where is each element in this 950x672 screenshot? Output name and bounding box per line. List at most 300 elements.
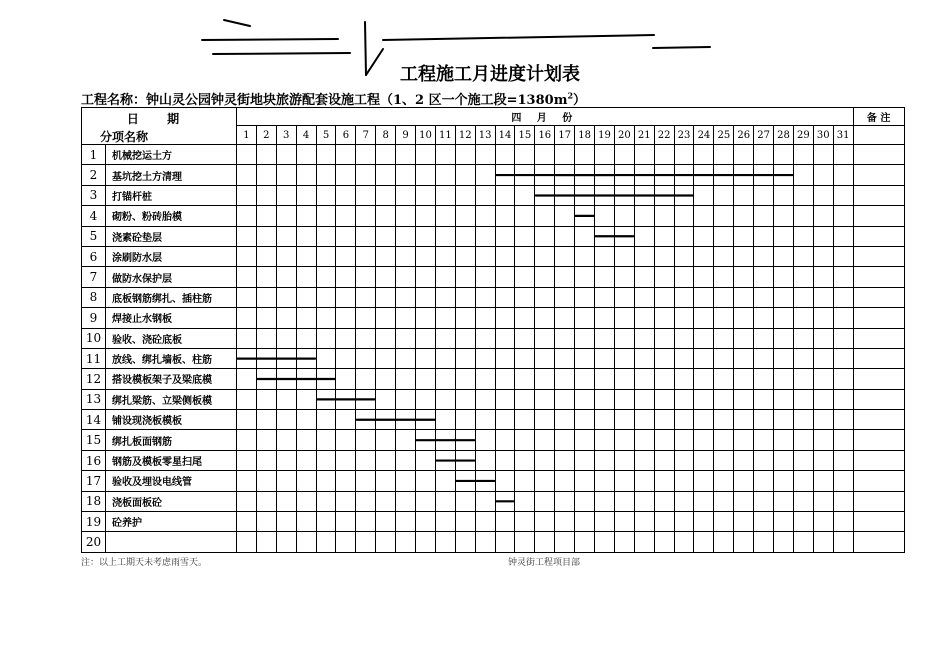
day-cell: [614, 369, 634, 389]
day-cell: [793, 206, 813, 226]
remark-cell: [853, 512, 904, 532]
day-cell: [535, 165, 555, 185]
day-cell: [774, 512, 794, 532]
day-cell: [316, 226, 336, 246]
day-cell: [316, 450, 336, 470]
task-name: 浇素砼垫层: [106, 226, 237, 246]
day-cell: [595, 512, 615, 532]
day-header: 10: [416, 126, 436, 145]
day-cell: [376, 145, 396, 165]
day-cell: [376, 430, 396, 450]
day-header: 20: [614, 126, 634, 145]
day-cell: [614, 308, 634, 328]
task-name: 机械挖运土方: [106, 145, 237, 165]
day-cell: [276, 206, 296, 226]
day-cell: [833, 246, 853, 266]
day-cell: [515, 308, 535, 328]
day-cell: [714, 369, 734, 389]
day-cell: [734, 308, 754, 328]
day-cell: [237, 369, 257, 389]
day-cell: [276, 308, 296, 328]
day-cell: [376, 165, 396, 185]
day-cell: [614, 491, 634, 511]
day-cell: [555, 206, 575, 226]
day-cell: [396, 246, 416, 266]
day-cell: [515, 512, 535, 532]
day-cell: [495, 185, 515, 205]
row-number: 15: [82, 430, 106, 450]
day-cell: [495, 145, 515, 165]
day-cell: [774, 532, 794, 552]
day-cell: [654, 226, 674, 246]
day-cell: [813, 491, 833, 511]
row-number: 12: [82, 369, 106, 389]
day-cell: [455, 145, 475, 165]
row-number: 14: [82, 410, 106, 430]
day-cell: [535, 389, 555, 409]
day-cell: [754, 267, 774, 287]
day-header: 12: [455, 126, 475, 145]
month-header: 四 月 份: [237, 108, 854, 126]
day-cell: [316, 471, 336, 491]
day-cell: [734, 267, 754, 287]
task-name: 绑扎梁筋、立梁侧板模: [106, 389, 237, 409]
day-cell: [237, 348, 257, 368]
row-number: 18: [82, 491, 106, 511]
day-cell: [694, 532, 714, 552]
table-row: [82, 450, 905, 470]
day-cell: [694, 410, 714, 430]
day-cell: [614, 287, 634, 307]
day-cell: [614, 267, 634, 287]
row-number: 4: [82, 206, 106, 226]
day-cell: [614, 348, 634, 368]
day-header: 1: [237, 126, 257, 145]
day-cell: [774, 206, 794, 226]
day-cell: [734, 348, 754, 368]
day-cell: [793, 471, 813, 491]
remark-cell: [853, 430, 904, 450]
day-cell: [475, 145, 495, 165]
day-cell: [595, 145, 615, 165]
day-cell: [376, 348, 396, 368]
day-cell: [793, 348, 813, 368]
remark-cell: [853, 410, 904, 430]
day-cell: [237, 328, 257, 348]
remark-cell: [853, 308, 904, 328]
day-cell: [256, 267, 276, 287]
day-cell: [833, 206, 853, 226]
day-cell: [376, 267, 396, 287]
day-cell: [555, 267, 575, 287]
day-cell: [356, 185, 376, 205]
row-number: 13: [82, 389, 106, 409]
day-cell: [813, 532, 833, 552]
day-cell: [535, 246, 555, 266]
day-cell: [654, 471, 674, 491]
day-cell: [276, 267, 296, 287]
day-cell: [336, 348, 356, 368]
day-cell: [535, 410, 555, 430]
day-cell: [714, 165, 734, 185]
remark-cell: [853, 389, 904, 409]
day-cell: [416, 287, 436, 307]
day-cell: [475, 348, 495, 368]
day-cell: [455, 430, 475, 450]
day-cell: [237, 410, 257, 430]
day-cell: [316, 512, 336, 532]
day-cell: [276, 471, 296, 491]
table-row: [82, 471, 905, 491]
day-cell: [654, 410, 674, 430]
day-cell: [555, 308, 575, 328]
day-cell: [634, 491, 654, 511]
day-cell: [774, 328, 794, 348]
day-cell: [654, 246, 674, 266]
task-name: 基坑挖土方清理: [106, 165, 237, 185]
day-cell: [774, 348, 794, 368]
day-cell: [296, 532, 316, 552]
day-cell: [555, 165, 575, 185]
day-cell: [674, 287, 694, 307]
day-cell: [455, 308, 475, 328]
day-cell: [654, 450, 674, 470]
day-cell: [356, 267, 376, 287]
day-cell: [813, 471, 833, 491]
day-cell: [793, 165, 813, 185]
day-cell: [555, 512, 575, 532]
day-header: 23: [674, 126, 694, 145]
day-cell: [455, 328, 475, 348]
day-cell: [276, 491, 296, 511]
day-cell: [376, 328, 396, 348]
day-cell: [296, 430, 316, 450]
day-cell: [595, 491, 615, 511]
day-cell: [654, 389, 674, 409]
remark-header: 备 注: [853, 108, 904, 126]
day-cell: [774, 145, 794, 165]
day-cell: [535, 267, 555, 287]
day-cell: [296, 165, 316, 185]
day-cell: [793, 410, 813, 430]
day-cell: [336, 267, 356, 287]
remark-cell: [853, 246, 904, 266]
day-cell: [793, 430, 813, 450]
day-cell: [654, 430, 674, 450]
day-cell: [833, 532, 853, 552]
day-cell: [435, 430, 455, 450]
day-cell: [396, 308, 416, 328]
day-cell: [515, 165, 535, 185]
remark-cell: [853, 532, 904, 552]
table-row: [82, 185, 905, 205]
day-cell: [455, 532, 475, 552]
day-cell: [416, 430, 436, 450]
day-header: 2: [256, 126, 276, 145]
day-cell: [614, 185, 634, 205]
remark-cell: [853, 369, 904, 389]
day-cell: [634, 267, 654, 287]
day-cell: [396, 471, 416, 491]
day-cell: [416, 165, 436, 185]
day-cell: [316, 246, 336, 266]
day-cell: [595, 348, 615, 368]
day-cell: [475, 308, 495, 328]
day-cell: [396, 348, 416, 368]
day-cell: [296, 491, 316, 511]
day-cell: [336, 226, 356, 246]
day-cell: [256, 512, 276, 532]
day-cell: [774, 471, 794, 491]
day-cell: [575, 287, 595, 307]
day-cell: [495, 471, 515, 491]
day-cell: [276, 348, 296, 368]
task-name: 钢筋及模板零星扫尾: [106, 450, 237, 470]
day-cell: [535, 206, 555, 226]
day-cell: [595, 165, 615, 185]
remark-cell: [853, 165, 904, 185]
day-cell: [694, 328, 714, 348]
day-cell: [376, 369, 396, 389]
day-cell: [435, 165, 455, 185]
header-corner: [82, 108, 237, 145]
day-cell: [276, 450, 296, 470]
day-cell: [555, 532, 575, 552]
day-cell: [754, 185, 774, 205]
day-cell: [754, 348, 774, 368]
day-cell: [674, 410, 694, 430]
day-cell: [455, 471, 475, 491]
day-cell: [813, 267, 833, 287]
day-cell: [455, 389, 475, 409]
day-cell: [833, 287, 853, 307]
day-cell: [714, 512, 734, 532]
day-cell: [813, 165, 833, 185]
day-cell: [336, 246, 356, 266]
day-cell: [376, 246, 396, 266]
day-cell: [356, 328, 376, 348]
day-cell: [296, 267, 316, 287]
day-header: 17: [555, 126, 575, 145]
day-cell: [237, 267, 257, 287]
day-cell: [336, 369, 356, 389]
day-cell: [376, 532, 396, 552]
pen-stroke: [653, 47, 710, 48]
day-cell: [813, 369, 833, 389]
day-cell: [296, 369, 316, 389]
day-cell: [555, 246, 575, 266]
day-cell: [356, 491, 376, 511]
day-cell: [813, 512, 833, 532]
day-cell: [614, 226, 634, 246]
day-header: 6: [336, 126, 356, 145]
day-cell: [475, 471, 495, 491]
day-cell: [575, 369, 595, 389]
day-cell: [336, 328, 356, 348]
day-cell: [356, 165, 376, 185]
day-cell: [316, 491, 336, 511]
row-number: 3: [82, 185, 106, 205]
day-cell: [754, 532, 774, 552]
day-cell: [833, 410, 853, 430]
day-cell: [455, 226, 475, 246]
day-cell: [356, 430, 376, 450]
day-cell: [495, 430, 515, 450]
day-cell: [674, 512, 694, 532]
day-cell: [396, 430, 416, 450]
day-cell: [674, 328, 694, 348]
day-cell: [654, 328, 674, 348]
day-cell: [674, 246, 694, 266]
day-header: 4: [296, 126, 316, 145]
day-header: 29: [793, 126, 813, 145]
day-cell: [634, 512, 654, 532]
row-number: 17: [82, 471, 106, 491]
day-cell: [634, 471, 654, 491]
day-cell: [416, 491, 436, 511]
day-header: 16: [535, 126, 555, 145]
day-cell: [734, 450, 754, 470]
day-header: 22: [654, 126, 674, 145]
day-cell: [833, 226, 853, 246]
day-cell: [754, 308, 774, 328]
day-cell: [475, 389, 495, 409]
day-cell: [555, 491, 575, 511]
day-cell: [694, 226, 714, 246]
day-cell: [654, 287, 674, 307]
day-cell: [396, 206, 416, 226]
day-cell: [734, 246, 754, 266]
day-cell: [237, 145, 257, 165]
document-title: 工程施工月进度计划表: [400, 64, 580, 85]
day-cell: [455, 165, 475, 185]
task-name: 底板钢筋绑扎、插柱筋: [106, 287, 237, 307]
day-cell: [614, 246, 634, 266]
day-cell: [555, 328, 575, 348]
day-header: 19: [595, 126, 615, 145]
day-cell: [515, 226, 535, 246]
day-cell: [535, 348, 555, 368]
task-name: 铺设现浇板模板: [106, 410, 237, 430]
day-cell: [237, 206, 257, 226]
day-cell: [595, 226, 615, 246]
day-cell: [237, 430, 257, 450]
task-name: 打锚杆桩: [106, 185, 237, 205]
day-cell: [416, 145, 436, 165]
day-cell: [694, 471, 714, 491]
day-cell: [435, 512, 455, 532]
project-name-close: ）: [573, 93, 587, 108]
day-cell: [634, 410, 654, 430]
day-cell: [575, 206, 595, 226]
day-header: 11: [435, 126, 455, 145]
day-cell: [535, 471, 555, 491]
day-cell: [276, 512, 296, 532]
day-cell: [416, 450, 436, 470]
day-cell: [734, 185, 754, 205]
day-cell: [376, 389, 396, 409]
day-cell: [813, 206, 833, 226]
day-cell: [595, 532, 615, 552]
day-cell: [356, 348, 376, 368]
day-cell: [495, 287, 515, 307]
day-header: 5: [316, 126, 336, 145]
day-cell: [595, 287, 615, 307]
day-cell: [495, 532, 515, 552]
day-cell: [754, 206, 774, 226]
day-cell: [515, 267, 535, 287]
table-row: [82, 328, 905, 348]
day-cell: [595, 308, 615, 328]
day-cell: [634, 328, 654, 348]
project-name-superscript: 2: [567, 90, 574, 101]
day-cell: [296, 185, 316, 205]
day-cell: [754, 389, 774, 409]
day-cell: [416, 246, 436, 266]
row-number: 10: [82, 328, 106, 348]
day-cell: [833, 450, 853, 470]
day-cell: [435, 308, 455, 328]
day-cell: [535, 145, 555, 165]
day-cell: [396, 532, 416, 552]
day-cell: [674, 348, 694, 368]
day-cell: [276, 328, 296, 348]
day-cell: [575, 165, 595, 185]
day-cell: [416, 206, 436, 226]
row-number: 11: [82, 348, 106, 368]
day-cell: [256, 308, 276, 328]
day-cell: [634, 532, 654, 552]
day-cell: [734, 430, 754, 450]
day-cell: [256, 348, 276, 368]
task-name: 验收、浇砼底板: [106, 328, 237, 348]
day-cell: [674, 185, 694, 205]
schedule-table: [81, 107, 905, 553]
day-cell: [575, 267, 595, 287]
day-cell: [336, 185, 356, 205]
day-cell: [793, 491, 813, 511]
day-cell: [296, 450, 316, 470]
day-cell: [555, 389, 575, 409]
day-cell: [575, 389, 595, 409]
day-cell: [634, 206, 654, 226]
day-cell: [535, 491, 555, 511]
day-cell: [774, 450, 794, 470]
day-cell: [535, 328, 555, 348]
day-cell: [356, 389, 376, 409]
day-cell: [396, 512, 416, 532]
day-cell: [276, 246, 296, 266]
day-cell: [376, 185, 396, 205]
day-cell: [495, 450, 515, 470]
day-cell: [475, 185, 495, 205]
row-number: 6: [82, 246, 106, 266]
day-cell: [595, 430, 615, 450]
day-cell: [336, 532, 356, 552]
day-header: 28: [774, 126, 794, 145]
day-cell: [595, 410, 615, 430]
day-cell: [634, 246, 654, 266]
day-cell: [813, 389, 833, 409]
day-cell: [555, 145, 575, 165]
day-cell: [475, 226, 495, 246]
day-cell: [614, 389, 634, 409]
day-cell: [674, 471, 694, 491]
day-cell: [455, 267, 475, 287]
day-cell: [237, 246, 257, 266]
day-cell: [714, 532, 734, 552]
day-cell: [595, 185, 615, 205]
